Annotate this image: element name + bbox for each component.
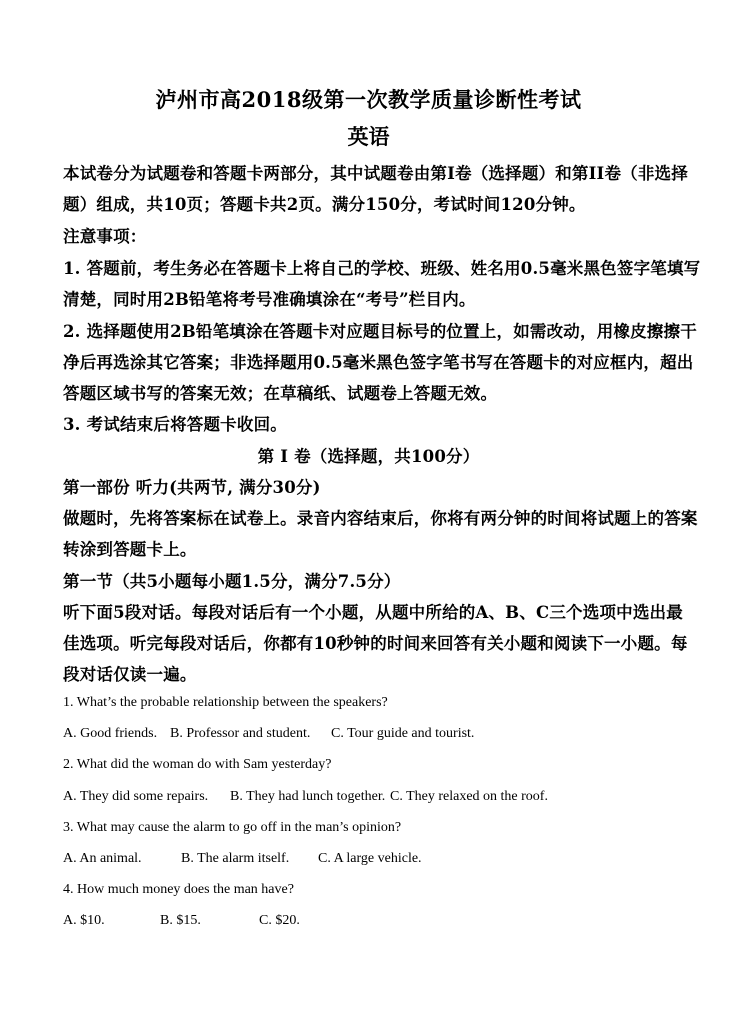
question-options	[63, 789, 548, 805]
question-stem: 1. What’s the probable relationship between the speakers?	[63, 695, 388, 710]
notice-line: 清楚，同时用2B铅笔将考号准确填涂在“考号”栏目内。	[63, 290, 476, 309]
notice-line: 3. 考试结束后将答题卡收回。	[63, 415, 287, 434]
intro-line: 本试卷分为试题卷和答题卡两部分，其中试题卷由第I卷（选择题）和第II卷（非选择	[63, 164, 688, 183]
option-c: C. A large vehicle.	[318, 851, 422, 866]
option-a: A. They did some repairs.	[63, 789, 209, 804]
section-instruction-line: 听下面5段对话。每段对话后有一个小题，从题中所给的A、B、C三个选项中选出最	[63, 603, 683, 622]
option-a: A. Good friends.	[63, 726, 158, 741]
question-options	[63, 913, 300, 929]
question-stem: 3. What may cause the alarm to go off in the man’s opinion?	[63, 820, 402, 835]
part-instruction-line: 转涂到答题卡上。	[63, 540, 197, 559]
subject-heading: 英语	[347, 124, 390, 149]
notice-line: 净后再选涂其它答案；非选择题用0.5毫米黑色签字笔书写在答题卡的对应框内，超出	[63, 353, 694, 372]
section-instruction-line: 段对话仅读一遍。	[63, 665, 197, 684]
option-a: A. $10.	[63, 913, 105, 928]
section-instruction-line: 佳选项。听完每段对话后，你都有10秒钟的时间来回答有关小题和阅读下一小题。每	[63, 634, 688, 653]
part-instruction-line: 做题时，先将答案标在试卷上。录音内容结束后，你将有两分钟的时间将试题上的答案	[63, 509, 698, 528]
notice-heading: 注意事项：	[63, 227, 147, 246]
option-b: B. $15.	[160, 913, 201, 928]
question-stem: 2. What did the woman do with Sam yesterday?	[63, 757, 332, 772]
question-options	[63, 851, 422, 867]
volume-heading: 第 I 卷（选择题，共100分）	[257, 447, 480, 466]
option-c: C. Tour guide and tourist.	[331, 726, 475, 741]
part-heading: 第一部份 听力(共两节, 满分30分)	[63, 478, 321, 497]
notice-line: 2. 选择题使用2B铅笔填涂在答题卡对应题目标号的位置上，如需改动，用橡皮擦擦干	[63, 322, 697, 341]
option-b: B. They had lunch together.	[230, 789, 386, 804]
intro-line: 题）组成，共10页；答题卡共2页。满分150分，考试时间120分钟。	[63, 195, 586, 214]
question-options	[63, 726, 474, 742]
option-a: A. An animal.	[63, 851, 142, 866]
notice-line: 1. 答题前，考生务必在答题卡上将自己的学校、班级、姓名用0.5毫米黑色签字笔填写	[63, 259, 701, 278]
option-b: B. The alarm itself.	[181, 851, 290, 866]
option-b: B. Professor and student.	[170, 726, 311, 741]
section-heading: 第一节（共5小题每小题1.5分，满分7.5分）	[63, 572, 401, 591]
exam-title: 泸州市高2018级第一次教学质量诊断性考试	[155, 87, 582, 112]
option-c: C. They relaxed on the roof.	[390, 789, 548, 804]
question-stem: 4. How much money does the man have?	[63, 882, 294, 897]
notice-line: 答题区域书写的答案无效；在草稿纸、试题卷上答题无效。	[63, 384, 498, 403]
option-c: C. $20.	[259, 913, 300, 928]
